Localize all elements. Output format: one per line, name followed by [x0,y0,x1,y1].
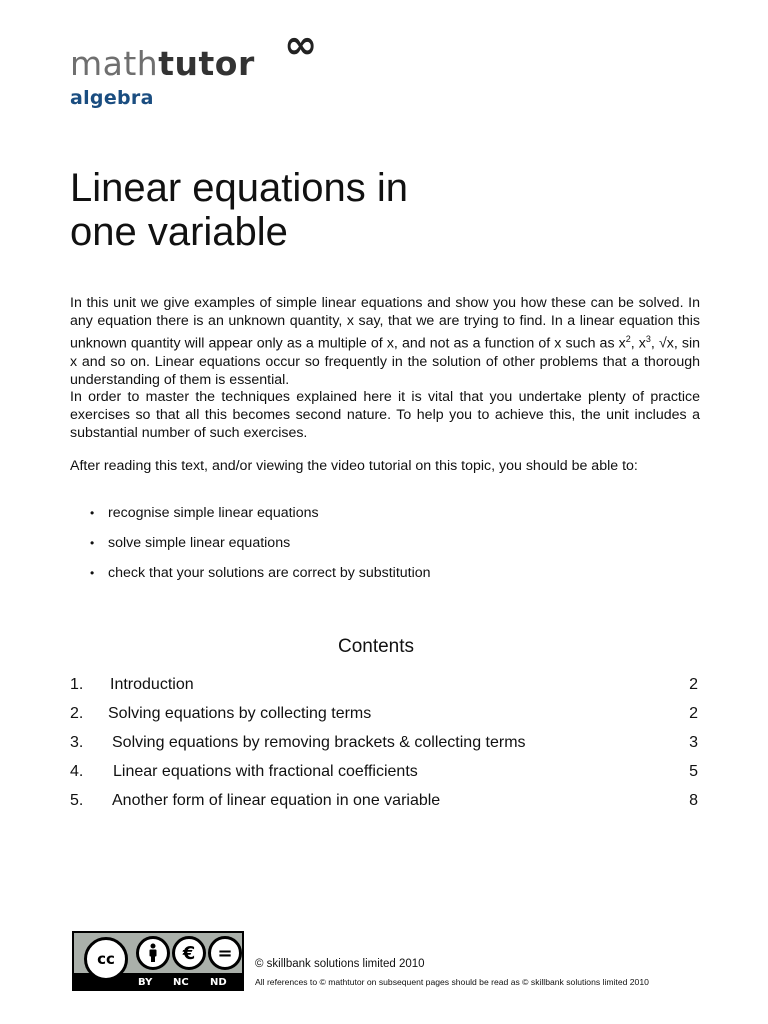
p1-sup-2: 2 [625,334,631,344]
toc-row[interactable] [70,761,698,790]
toc-page: 5 [689,763,698,780]
toc-row[interactable] [70,674,698,703]
toc-page: 8 [689,792,698,809]
objective-text: check that your solutions are correct by substitution [108,565,431,581]
copyright-note: All references to © mathtutor on subsequent pages should be read as © skillbank solutions limited 2010 [255,977,649,987]
subject-label: algebra [70,87,154,109]
toc-title: Solving equations by removing brackets & collecting terms [112,734,526,751]
toc-page: 2 [689,705,698,722]
creative-commons-badge [72,931,244,991]
cc-nd-label: ND [210,977,227,988]
contents-heading: Contents [337,636,415,657]
toc-title: Introduction [110,676,194,693]
list-item [90,533,431,563]
attribution-icon [136,936,170,970]
bullet-icon: • [90,506,95,520]
toc-title: Another form of linear equation in one variable [112,792,441,809]
list-item [90,563,431,593]
logo-math-text: math [70,44,159,83]
toc-row[interactable] [70,790,698,819]
p1-part-a: In this unit we give examples of simple linear equations and show you how these can be solved. In any equation there is an unknown quantity, x say, that we are trying to find. In a linear equation this unknown quantity will appear only as a multiple of x, and not as a function of x such as x [70,295,700,352]
toc-title: Linear equations with fractional coefficients [113,763,418,780]
toc-page: 3 [689,734,698,751]
title-line-2: one variable [70,210,288,254]
toc-number: 2. [70,705,84,722]
intro-paragraph-1 [70,294,700,389]
noncommercial-icon: € [172,936,206,970]
copyright-text: © skillbank solutions limited 2010 [255,958,425,970]
toc-row[interactable] [70,703,698,732]
intro-paragraph-2: In order to master the techniques explained here it is vital that you undertake plenty of practice exercises so that all this becomes second nature. To help you to achieve this, the unit includes a substantial number of such exercises. [70,389,700,441]
objectives-list [90,503,431,593]
noderivatives-icon: = [208,936,242,970]
p1-sup-3: 3 [645,334,651,344]
bullet-icon: • [90,566,95,580]
toc-number: 1. [70,676,84,693]
cc-by-label: BY [138,977,153,988]
logo-tutor-text: tutor [158,44,255,83]
objective-text: recognise simple linear equations [108,505,319,521]
p1-part-c: , √x, sin x and so on. Linear equations occur so frequently in the solution of other problems that a thorough understanding of them is essential. [70,335,700,388]
p1-part-b: , x [630,335,646,352]
toc-number: 5. [70,792,84,809]
toc-row[interactable] [70,732,698,761]
list-item [90,503,431,533]
toc-page: 2 [689,676,698,693]
cc-icon: cc [84,937,128,981]
table-of-contents [70,674,698,819]
bullet-icon: • [90,536,95,550]
title-line-1: Linear equations in [70,166,409,210]
mathtutor-logo [70,22,318,83]
objective-text: solve simple linear equations [108,535,291,551]
infinity-icon: ∞ [284,22,318,68]
page-title [70,166,710,254]
intro-paragraph-3: After reading this text, and/or viewing the video tutorial on this topic, you should be able to: [70,458,638,474]
toc-title: Solving equations by collecting terms [108,705,372,722]
toc-number: 4. [70,763,84,780]
toc-number: 3. [70,734,84,751]
cc-nc-label: NC [173,977,189,988]
